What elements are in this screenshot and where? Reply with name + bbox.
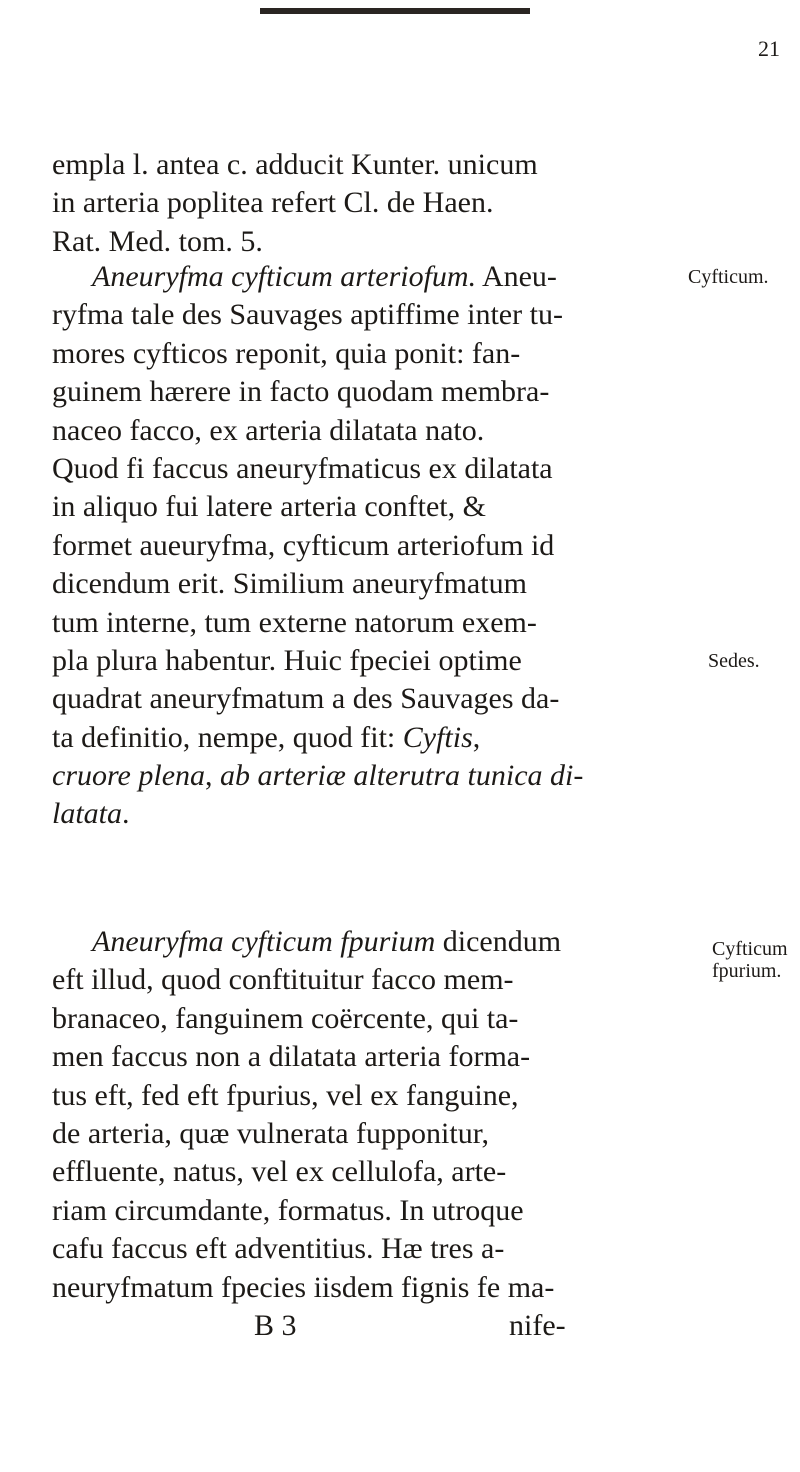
text-line: in arteria poplitea refert Cl. de Haen. <box>52 186 494 220</box>
margin-note-cysticum: Cyfticum. <box>688 266 769 288</box>
definition-italic: Cyftis <box>402 720 473 754</box>
heading-continuation: Aneu- <box>476 260 557 293</box>
text-line <box>52 795 672 833</box>
definition-italic: latata <box>52 797 123 831</box>
text-line <box>52 923 672 961</box>
heading-continuation: dicendum <box>435 925 562 958</box>
text-run: , <box>472 720 481 754</box>
section-heading-italic: Aneuryfma cyfticum arteriofum. <box>92 260 477 293</box>
text-line: branaceo, fanguinem coërcente, qui ta- <box>52 1001 519 1035</box>
text-run: , <box>205 759 221 793</box>
text-line: tus eft, fed eft fpurius, vel ex fanguine, <box>52 1078 519 1112</box>
page-number: 21 <box>758 36 780 61</box>
definition-italic: ab arteriæ alterutra tunica di- <box>220 759 584 793</box>
text-line: ryfma tale des Sauvages aptiffime inter tu- <box>52 298 563 332</box>
text-run: . <box>122 797 130 831</box>
text-line <box>52 258 672 296</box>
text-line: empla l. antea c. adducit Kunter. unicum <box>52 148 538 181</box>
text-line: cafu faccus eft adventitius. Hæ tres a- <box>52 1232 505 1266</box>
text-line: quadrat aneuryfmatum a des Sauvages da- <box>52 682 560 716</box>
signature-mark: B 3 <box>254 1309 297 1342</box>
text-line: eft illud, quod conftituitur facco mem- <box>52 963 514 997</box>
text-line: pla plura habentur. Huic fpeciei optime <box>52 643 522 677</box>
top-printed-rule <box>260 8 530 14</box>
definition-italic: cruore plena <box>52 759 206 793</box>
paragraph-3 <box>52 923 672 1307</box>
text-line: guinem hærere in facto quodam membra- <box>52 375 550 409</box>
margin-note-sedes: Sedes. <box>708 650 760 672</box>
paragraph-2 <box>52 258 672 834</box>
text-line <box>52 719 672 757</box>
text-line: men faccus non a dilatata arteria forma- <box>52 1040 531 1074</box>
margin-note-line: Cyfticum <box>712 938 788 960</box>
text-line: effluente, natus, vel ex cellulofa, arte- <box>52 1155 507 1189</box>
text-line: de arteria, quæ vulnerata fupponitur, <box>52 1116 489 1150</box>
margin-note-line: fpurium. <box>712 960 782 982</box>
text-line: Quod fi faccus aneuryfmaticus ex dilatata <box>52 451 553 485</box>
page-footer <box>0 1306 800 1346</box>
text-line: Rat. Med. tom. 5. <box>52 224 263 258</box>
text-line: riam circumdante, formatus. In utroque <box>52 1193 524 1227</box>
text-line: naceo facco, ex arteria dilatata nato. <box>52 413 485 447</box>
margin-note-cysticum-spurium <box>712 938 788 982</box>
text-line <box>52 757 672 795</box>
text-run: ta definitio, nempe, quod fit: <box>52 720 403 754</box>
text-line: formet aueuryfma, cyfticum arteriofum id <box>52 528 555 562</box>
text-line: in aliquo fui latere arteria conftet, & <box>52 490 486 524</box>
section-heading-italic: Aneuryfma cyfticum fpurium <box>92 925 436 958</box>
catchword: nife- <box>509 1309 566 1342</box>
text-line: dicendum erit. Similium aneuryfmatum <box>52 567 527 601</box>
text-line: neuryfmatum fpecies iisdem fignis fe ma- <box>52 1270 555 1304</box>
text-line: tum interne, tum externe natorum exem- <box>52 605 537 639</box>
text-line: mores cyfticos reponit, quia ponit: fan- <box>52 336 521 370</box>
paragraph-1 <box>52 146 672 261</box>
